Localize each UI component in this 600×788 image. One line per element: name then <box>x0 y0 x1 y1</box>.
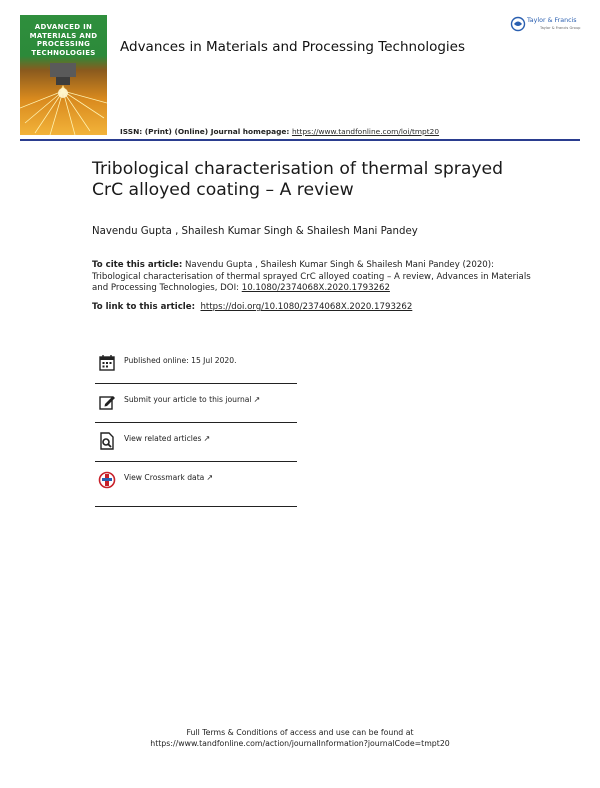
calendar-icon <box>98 354 116 372</box>
publisher-logo-subtext: Taylor & Francis Group <box>540 26 581 30</box>
footer-line-1: Full Terms & Conditions of access and use can be found at <box>186 728 414 737</box>
related-articles-icon <box>98 432 116 450</box>
external-link-icon: ↗ <box>203 434 211 443</box>
cover-sparks-image <box>20 63 107 135</box>
row-divider <box>95 506 297 507</box>
crossmark-row[interactable] <box>95 462 297 500</box>
published-online-text: Published online: 15 Jul 2020. <box>124 356 237 365</box>
crossmark-icon <box>98 471 116 489</box>
edit-icon <box>98 393 116 411</box>
citation-doi-link[interactable]: 10.1080/2374068X.2020.1793262 <box>241 283 390 294</box>
published-online-row <box>95 345 297 383</box>
citation-text: Navendu Gupta , Shailesh Kumar Singh & Shailesh Mani Pandey (2020): Tribological characterisation of thermal sprayed CrC alloyed coating – A review, Advances in Materials and Processing Technologies, DOI: <box>92 260 531 294</box>
article-link-label: To link to this article: <box>92 302 196 312</box>
submit-article-text[interactable]: Submit your article to this journal <box>124 395 252 404</box>
cover-title: ADVANCED IN MATERIALS AND PROCESSING TECHNOLOGIES <box>29 23 98 57</box>
publisher-logo[interactable] <box>510 14 586 40</box>
journal-name: Advances in Materials and Processing Technologies <box>120 39 465 55</box>
journal-homepage-link[interactable]: https://www.tandfonline.com/loi/tmpt20 <box>291 127 440 136</box>
footer-terms <box>0 727 600 749</box>
issn-line: ISSN: (Print) (Online) Journal homepage: https://www.tandfonline.com/loi/tmpt20 <box>120 127 440 136</box>
footer-terms-link[interactable]: https://www.tandfonline.com/action/journalInformation?journalCode=tmpt20 <box>150 739 450 748</box>
crossmark-text[interactable]: View Crossmark data <box>124 473 205 482</box>
header-divider <box>20 139 580 141</box>
citation-label: To cite this article: <box>92 260 183 270</box>
external-link-icon: ↗ <box>253 395 261 404</box>
article-authors: Navendu Gupta , Shailesh Kumar Singh & Shailesh Mani Pandey <box>92 226 418 237</box>
article-doi-url[interactable]: https://doi.org/10.1080/2374068X.2020.1793262 <box>200 302 413 312</box>
journal-cover[interactable] <box>20 15 107 135</box>
publisher-logo-text: Taylor & Francis <box>527 17 577 24</box>
external-link-icon: ↗ <box>206 473 214 482</box>
article-link-line <box>92 302 412 312</box>
article-title: Tribological characterisation of thermal sprayed CrC alloyed coating – A review <box>92 159 504 200</box>
submit-article-row[interactable] <box>95 384 297 422</box>
related-articles-text[interactable]: View related articles <box>124 434 202 443</box>
related-articles-row[interactable] <box>95 423 297 461</box>
citation-block <box>92 260 532 295</box>
